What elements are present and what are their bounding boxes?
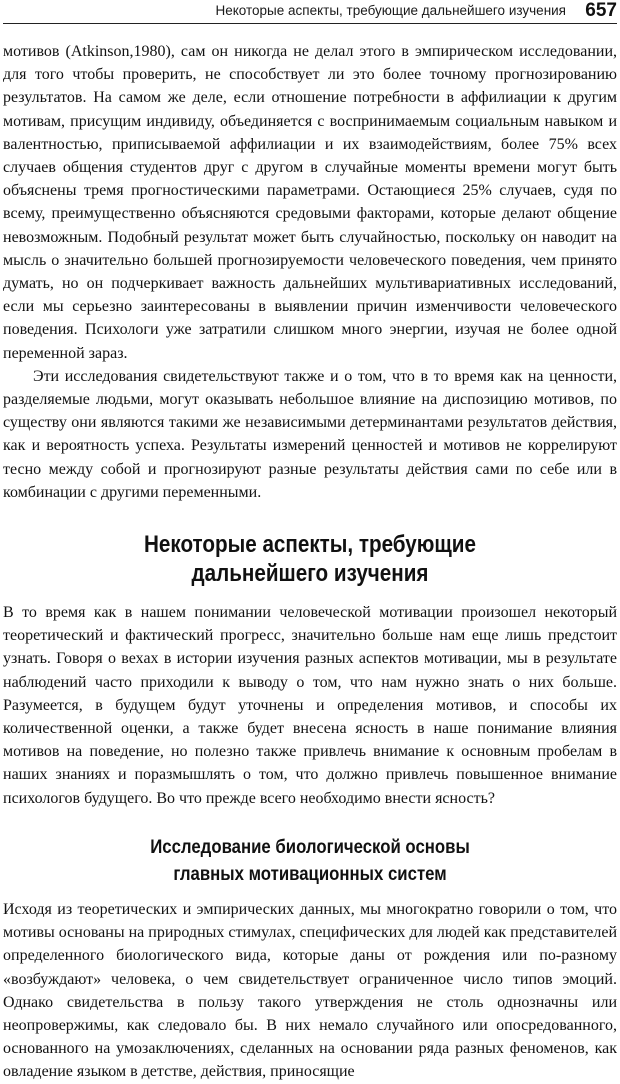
header-rule [3, 23, 617, 24]
section-heading [46, 530, 574, 588]
page-header [0, 0, 620, 24]
paragraph-3: В то время как в нашем понимании человеческой мотивации произошел некоторый теоретический и фактический прогресс, значительно больше нам еще лишь предстоит узнать. Говоря о вехах в истории изучения разных аспектов мотивации, мы в результате наблюдений часто приходили к выводу о том, что нам нужно знать о них больше. Разумеется, в будущем будут уточнены и определения мотивов, и способы их количественной оценки, а также будет внесена ясность в наше понимание влияния мотивов на поведение, но полезно также привлечь внимание к основным пробелам в наших знаниях и поразмышлять о том, что должно привлечь повышенное внимание психологов будущего. Во что прежде всего необходимо внести ясность? [3, 604, 617, 807]
subsection-heading-line-2: главных мотивационных систем [173, 862, 447, 885]
section-heading-line-2: дальнейшего изучения [191, 560, 429, 588]
paragraph-4: Исходя из теоретических и эмпирических данных, мы многократно говорили о том, что мотивы основаны на природных стимулах, специфических для людей как представителей определенного биологического вида, которые даны от рождения или по-разному «возбуждают» человека, о чем свидетельствует ограниченное число типов эмоций. Однако свидетельства в пользу такого утверждения не столь однозначны или неопровержимы, как следовало бы. В них немало случайного или опосредованного, основанного на умозаключениях, сделанных на основании ряда разных феноменов, как овладение языком в детстве, действия, приносящие [3, 900, 618, 1081]
subsection-heading-line-1: Исследование биологической основы [150, 835, 470, 858]
paragraph-2: Эти исследования свидетельствуют также и о том, что в то время как на ценности, разделяемые людьми, могут оказывать небольшое влияние на диспозицию мотивов, по существу они являются такими же независимыми детерминантами результатов действия, как и вероятность успеха. Результаты измерений ценностей и мотивов не коррелируют тесно между собой и прогнозируют разные результаты действия сами по себе или в комбинации с другими переменными. [3, 367, 617, 501]
section-heading-line-1: Некоторые аспекты, требующие [144, 531, 476, 559]
subsection-heading [46, 834, 574, 888]
page-number: 657 [585, 0, 617, 21]
page-body [3, 40, 617, 1084]
running-head: Некоторые аспекты, требующие дальнейшего изучения [215, 3, 566, 18]
paragraph-1: мотивов (Atkinson,1980), сам он никогда не делал этого в эмпирическом исследовании, для того чтобы проверить, не способствует ли это более точному прогнозированию результатов. На самом же деле, если отношение потребности в аффилиации к другим мотивам, присущим индивиду, объединяется с воспринимаемым социальным навыком и валентностью, приписываемой аффилиации и их взаимодействиям, более 75% всех случаев общения студентов друг с другом в случайные моменты времени могут быть объяснены тремя прогностическими параметрами. Остающиеся 25% случаев, судя по всему, преимущественно объясняются средовыми факторами, которые делают общение невозможным. Подобный результат может быть случайностью, поскольку он наводит на мысль о значительно большей прогнозируемости человеческого поведения, чем принято думать, но он подчеркивает важность дальнейших мультивариативных исследований, если мы серьезно заинтересованы в выявлении причин изменчивости человеческого поведения. Психологи уже затратили слишком много энергии, изучая не более одной переменной зараз. [3, 43, 617, 362]
